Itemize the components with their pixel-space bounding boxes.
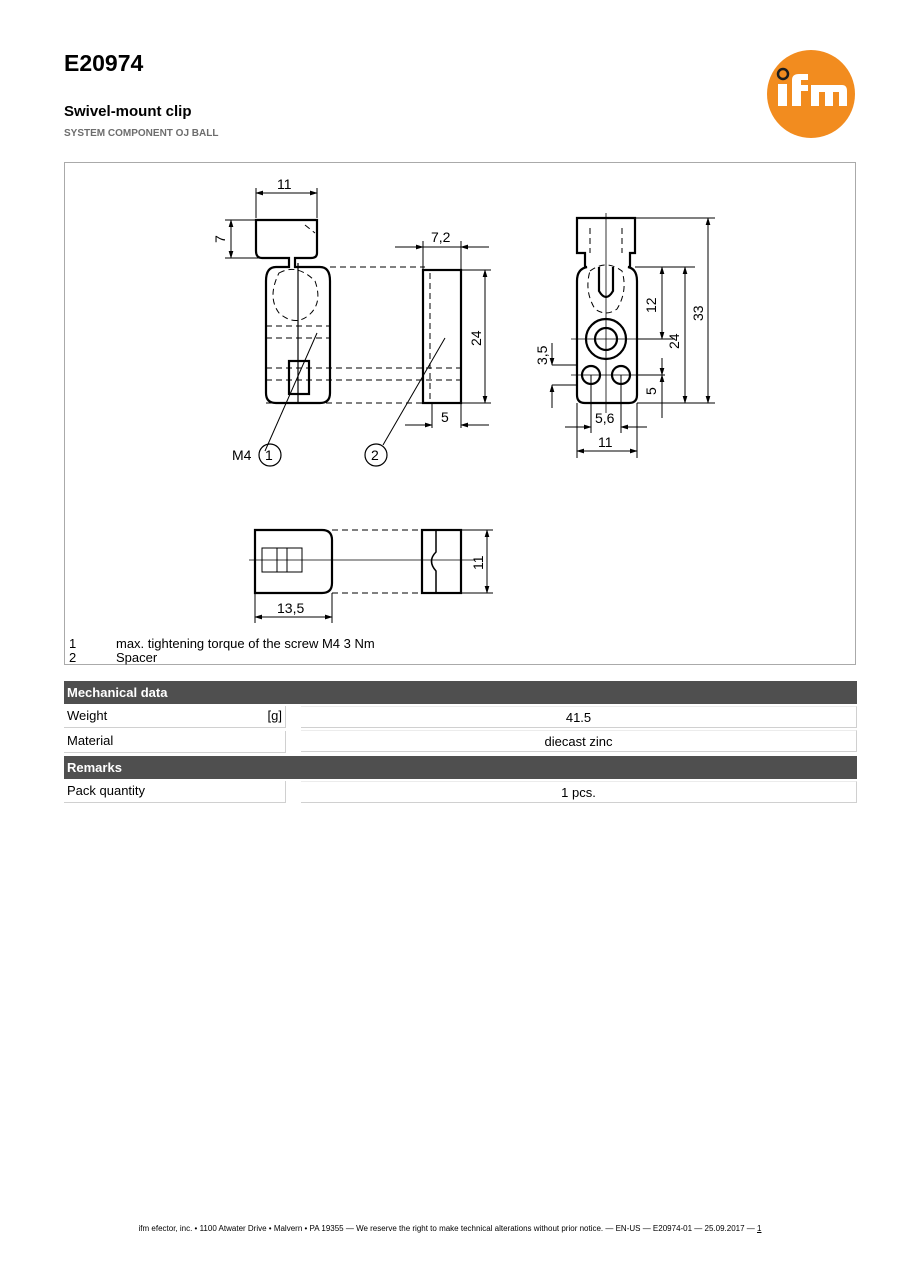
dim-side-width: 7,2 [431,229,451,245]
dim-rear-12: 12 [643,297,659,313]
front-view-hidden [266,225,465,403]
product-category: SYSTEM COMPONENT OJ BALL [64,128,219,139]
row-label-pack-quantity: Pack quantity [64,781,286,803]
callout-2: 2 [371,447,379,463]
side-view [423,270,461,403]
product-name: Swivel-mount clip [64,103,192,120]
section-remarks: Remarks [64,756,857,779]
front-view [256,220,330,403]
footer-text: ifm efector, inc. • 1100 Atwater Drive • Malvern • PA 19355 — We reserve the right to make technical alterations without prior notice. — EN-US — E20974-01 — 25.09.2017 — [138,1224,755,1233]
row-label-material: Material [64,731,286,753]
product-code: E20974 [64,50,144,76]
page-number: 1 [757,1224,762,1233]
technical-drawing [65,163,857,633]
dim-top-width: 11 [277,176,292,192]
front-dims [225,188,317,451]
dim-rear-24: 24 [666,333,682,349]
dim-side-height: 24 [468,330,484,346]
screw-label: M4 [232,447,252,463]
bottom-view [255,530,461,593]
callout-1: 1 [265,447,273,463]
ifm-logo [766,49,856,139]
dim-rear-3-5: 3,5 [534,345,550,365]
dim-side-bottom: 5 [441,409,449,425]
dim-rear-5-6: 5,6 [595,410,615,426]
dimension-drawing: 11 7 7,2 24 5 M4 1 2 33 24 12 5 3,5 5,6 11 13,5 11 1 max. tightening torque of the screw M4 3 Nm 2 Spacer [64,162,856,665]
dim-bottom-width: 13,5 [277,600,305,616]
dim-bottom-height: 11 [470,555,486,570]
section-mechanical-data: Mechanical data [64,681,857,704]
row-value-weight: 41.5 [301,706,857,728]
row-label-weight: Weight [g] [64,706,286,728]
row-value-pack-quantity: 1 pcs. [301,781,857,803]
footer [0,1224,900,1233]
dim-top-height: 7 [212,235,228,243]
dim-rear-33: 33 [690,305,706,321]
dim-rear-5: 5 [643,387,659,395]
dim-rear-11: 11 [598,434,613,450]
row-value-material: diecast zinc [301,730,857,752]
row-unit: [g] [267,708,282,723]
